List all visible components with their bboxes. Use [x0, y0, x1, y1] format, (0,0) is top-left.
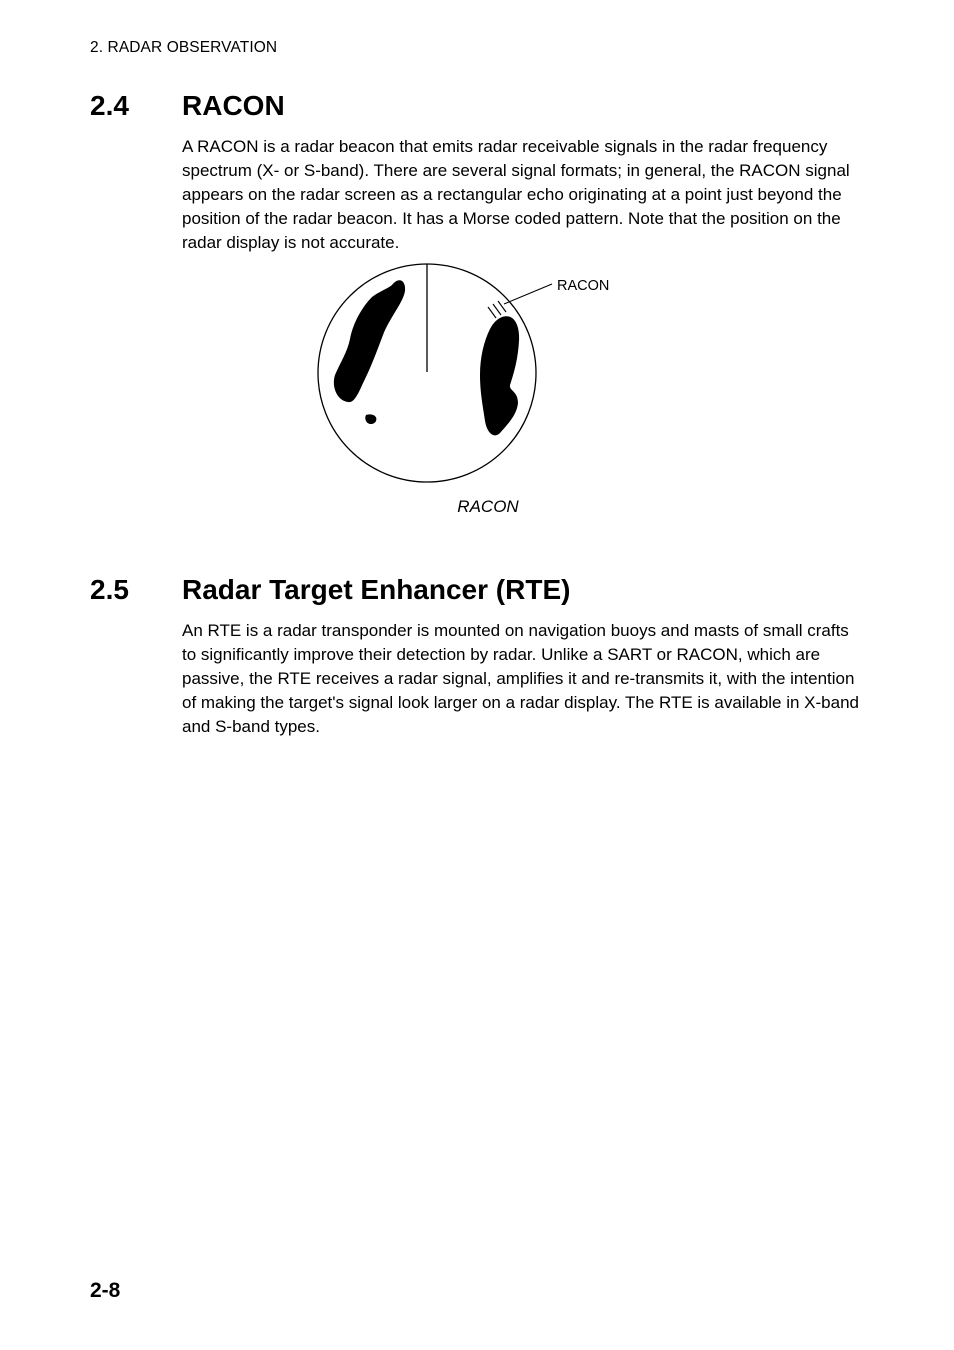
rte-paragraph: An RTE is a radar transponder is mounted on navigation buoys and masts of small crafts to significantly improve their detection by radar. Unlike a SART or RACON, which are passive, the RTE receives a radar signal, amplifies it and re-transmits it, with the intention of making the target's signal look larger on a radar display. The RTE is available in X-band and S-band types.: [182, 621, 860, 736]
landmass-echo-right: [480, 316, 519, 435]
racon-radar-figure: [300, 255, 640, 495]
section-number: 2.5: [90, 574, 129, 605]
figure-caption: RACON: [457, 497, 519, 516]
racon-signal-line: [488, 307, 496, 318]
small-echo: [365, 414, 376, 424]
section-title: RACON: [182, 90, 285, 121]
racon-paragraph: A RACON is a radar beacon that emits radar receivable signals in the radar frequency spectrum (X- or S-band). There are several signal formats; in general, the RACON signal appears on the radar screen as a rectangular echo originating at a point just beyond the position of the radar beacon. It has a Morse coded pattern. Note that the position on the radar display is not accurate.: [182, 137, 850, 252]
section-heading-racon: [90, 90, 285, 122]
racon-callout-leader: [504, 284, 552, 304]
section-number: 2.4: [90, 90, 129, 121]
racon-signal-line: [498, 301, 506, 312]
section-title: Radar Target Enhancer (RTE): [182, 574, 571, 605]
running-head: 2. RADAR OBSERVATION: [90, 39, 278, 56]
page-number: 2-8: [90, 1279, 121, 1302]
racon-signal-line: [493, 304, 501, 315]
section-heading-rte: [90, 574, 570, 606]
racon-callout-label: RACON: [557, 278, 610, 294]
landmass-echo-left: [334, 280, 405, 402]
